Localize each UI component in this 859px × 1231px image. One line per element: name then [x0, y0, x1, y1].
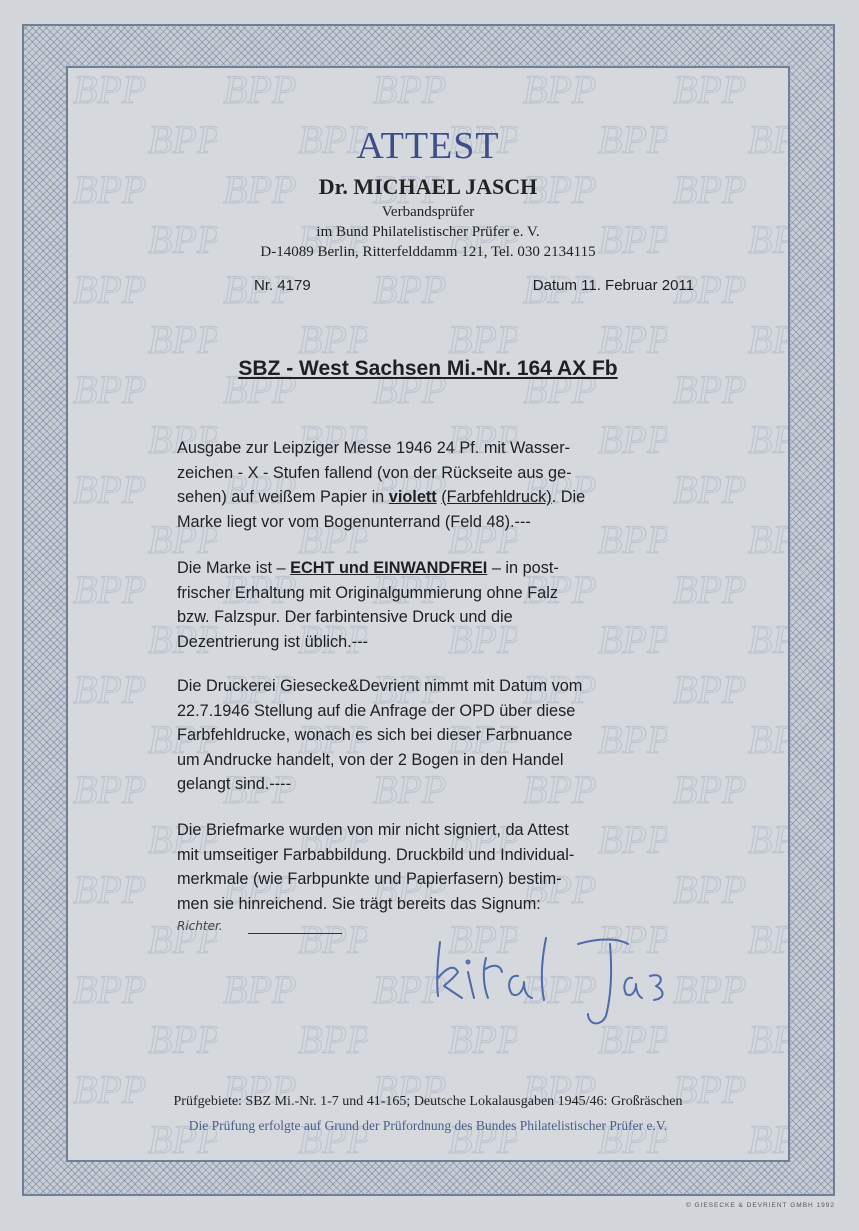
paragraph-verdict — [177, 556, 699, 654]
p3-line: Die Druckerei Giesecke&Devrient nimmt mit Datum vom — [177, 677, 583, 695]
p3-line: Farbfehldrucke, wonach es sich bei dieser Farbnuance — [177, 726, 573, 744]
footer-scope: Prüfgebiete: SBZ Mi.-Nr. 1-7 und 41-165; Deutsche Lokalausgaben 1945/46: Großräschen — [173, 1094, 683, 1109]
datum-label: Datum — [532, 277, 577, 294]
p1-line — [177, 485, 699, 510]
printer-mark: © GIESECKE & DEVRIENT GMBH 1992 — [685, 1202, 835, 1209]
p4-line: mit umseitiger Farbabbildung. Druckbild und Individual- — [177, 845, 575, 864]
certificate-date — [533, 277, 694, 294]
p2-line: frischer Erhaltung mit Originalgummierung ohne Falz — [177, 583, 558, 602]
color-violett: violett — [388, 488, 437, 506]
p4-line: men sie hinreichend. Sie trägt bereits das Signum: — [177, 894, 541, 913]
p2-line: Dezentrierung ist üblich.--- — [177, 632, 368, 651]
paragraph-description — [177, 436, 699, 534]
certificate-content — [68, 68, 788, 1160]
nr-label: Nr. — [254, 277, 274, 294]
stamp-subject — [68, 357, 788, 381]
examiner-name: Dr. MICHAEL JASCH — [318, 174, 538, 199]
farbfehldruck: (Farbfehldruck) — [441, 488, 552, 506]
p3-line: um Andrucke handelt, von der 2 Bogen in den Handel — [177, 750, 564, 769]
paragraph-signum — [177, 818, 699, 916]
signum-line — [248, 933, 342, 934]
p2-line: bzw. Falzspur. Der farbintensive Druck und die — [177, 608, 513, 626]
certificate-panel — [66, 66, 790, 1162]
p3-line: gelangt sind.---- — [177, 775, 292, 793]
p2-text: – in post- — [491, 559, 559, 577]
certificate-title: ATTEST — [356, 125, 500, 167]
footer-basis: Die Prüfung erfolgte auf Grund der Prüfordnung des Bundes Philatelistischer Prüfer e.V. — [188, 1118, 668, 1133]
p2-text: Die Marke ist – — [177, 559, 286, 577]
datum-value: 11. Februar 2011 — [581, 277, 694, 294]
p1-text: sehen) auf weißem Papier in — [177, 488, 385, 506]
p1-line: zeichen - X - Stufen fallend (von der Rückseite aus ge- — [177, 463, 572, 482]
p4-line: Die Briefmarke wurden von mir nicht signiert, da Attest — [177, 821, 569, 839]
p3-line: 22.7.1946 Stellung auf die Anfrage der OPD über diese — [177, 701, 576, 720]
nr-value: 4179 — [277, 277, 311, 294]
examiner-role: Verbandsprüfer — [381, 204, 475, 220]
stamp-subject-text: SBZ - West Sachsen Mi.-Nr. 164 AX Fb — [238, 357, 618, 380]
p4-line: merkmale (wie Farbpunkte und Papierfasern) bestim- — [177, 870, 562, 888]
paragraph-printer-statement — [177, 674, 699, 797]
p1-line: Ausgabe zur Leipziger Messe 1946 24 Pf. mit Wasser- — [177, 439, 571, 457]
p1-line: Marke liegt vor vom Bogenunterrand (Feld 48).--- — [177, 512, 531, 531]
p1-text: . Die — [551, 488, 586, 506]
examiner-address: D-14089 Berlin, Ritterfelddamm 121, Tel. 030 2134115 — [260, 244, 596, 260]
examiner-organisation: im Bund Philatelistischer Prüfer e. V. — [316, 224, 540, 240]
p2-line — [177, 556, 699, 581]
handwritten-signature — [428, 928, 688, 1038]
certificate-number — [254, 277, 311, 294]
signum-stamp: Richter. — [177, 919, 223, 933]
verdict-genuine: ECHT und EINWANDFREI — [290, 559, 488, 577]
